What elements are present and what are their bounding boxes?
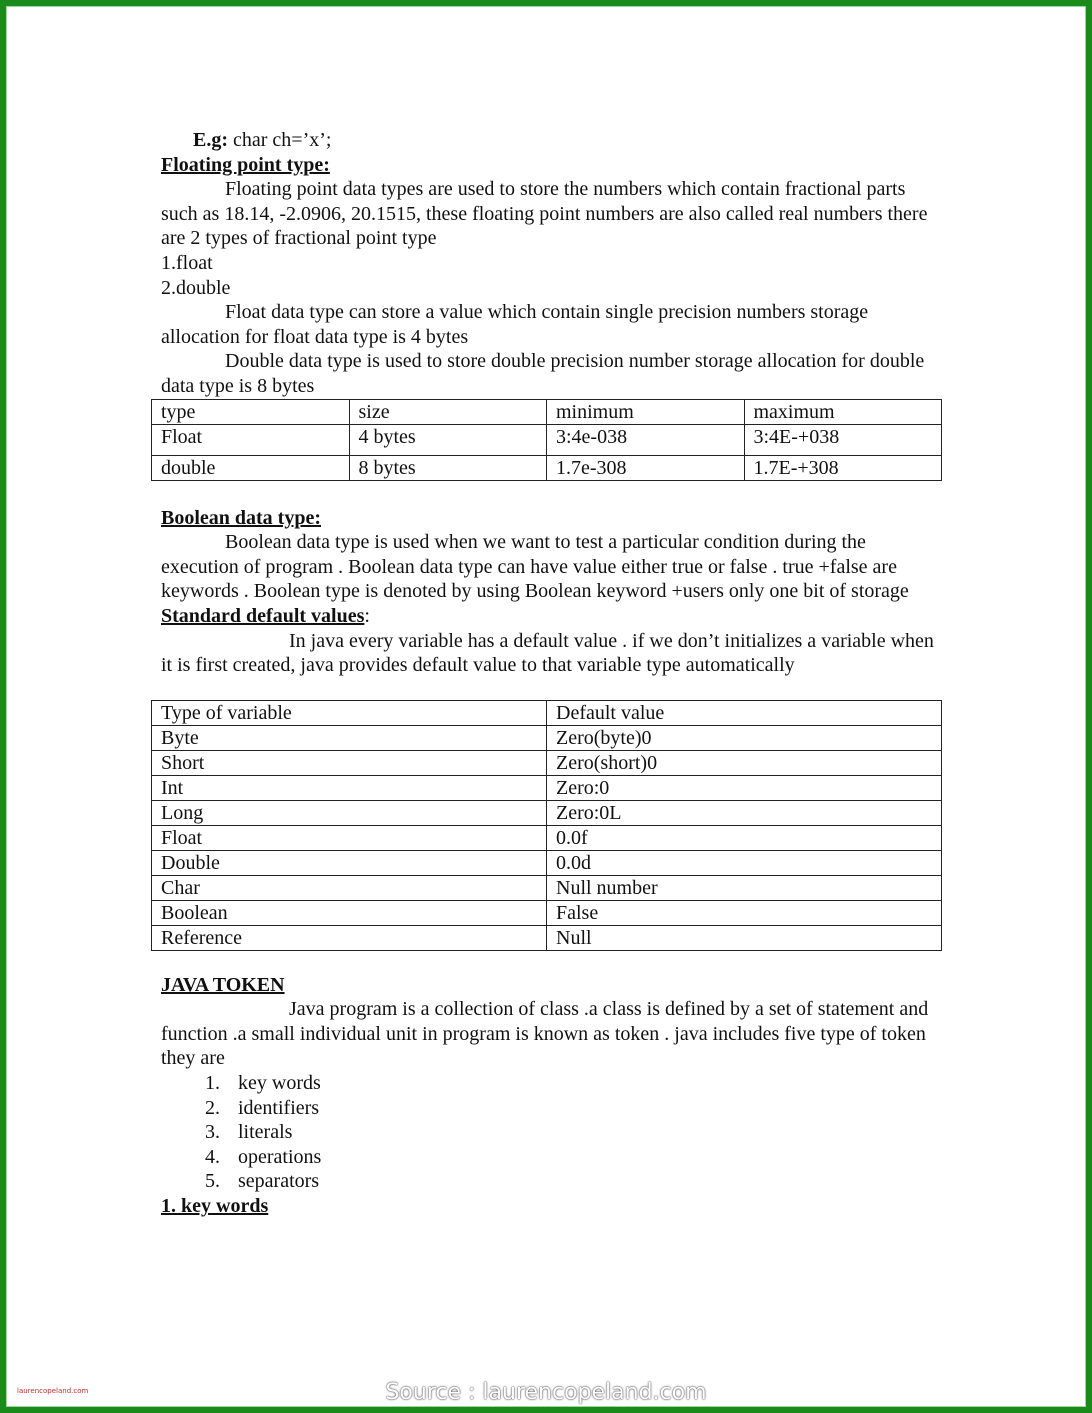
token-type-list <box>161 1071 941 1194</box>
variable-type-cell: Int <box>152 775 547 800</box>
boolean-heading: Boolean data type: <box>161 506 321 529</box>
boolean-description: Boolean data type is used when we want to test a particular condition during the execution of program . Boolean data type can have value either true or false . true +false are keywords . Boolean type is denoted by using Boolean keyword +users only one bit of storage <box>161 531 909 603</box>
variable-type-cell: Char <box>152 875 547 900</box>
floating-point-intro: Floating point data types are used to store the numbers which contain fractional parts such as 18.14, -2.0906, 20.1515, these floating point numbers are also called real numbers there are 2 types of fractional point type <box>161 178 928 250</box>
float-list-item: 1.float <box>161 251 213 274</box>
spacer <box>161 951 941 973</box>
size-table-cell: 3:4e-038 <box>547 424 745 455</box>
java-token-description: Java program is a collection of class .a class is defined by a set of statement and function .a small individual unit in program is known as token . java includes five type of token they are <box>161 998 929 1070</box>
variable-type-cell: Byte <box>152 725 547 750</box>
variable-type-cell: Boolean <box>152 900 547 925</box>
example-code: char ch=’x’; <box>228 129 332 151</box>
default-table-row <box>152 725 942 750</box>
size-table-header: minimum <box>547 399 745 424</box>
defaults-heading-line <box>161 604 941 629</box>
list-item: 1. key words <box>225 1071 941 1096</box>
list-item: 4. operations <box>225 1145 941 1170</box>
default-table-header: Type of variable <box>152 700 547 725</box>
list-item: 2. identifiers <box>225 1096 941 1121</box>
float-description: Float data type can store a value which contain single precision numbers storage allocation for float data type is 4 bytes <box>161 301 869 348</box>
default-value-cell: Zero(short)0 <box>547 750 942 775</box>
size-table-cell: 1.7E-+308 <box>744 455 942 480</box>
size-table-header: size <box>349 399 547 424</box>
default-value-cell: Null number <box>547 875 942 900</box>
defaults-heading-colon: : <box>364 604 370 627</box>
list-item: 3. literals <box>225 1120 941 1145</box>
example-line <box>193 128 941 153</box>
floating-point-heading: Floating point type: <box>161 153 330 176</box>
default-value-cell: Zero(byte)0 <box>547 725 942 750</box>
default-table-row <box>152 800 942 825</box>
size-table-cell: 3:4E-+038 <box>744 424 942 455</box>
size-table-cell: 8 bytes <box>349 455 547 480</box>
default-table-row <box>152 900 942 925</box>
size-table <box>151 399 942 481</box>
size-table-cell: 1.7e-308 <box>547 455 745 480</box>
size-table-cell: Float <box>152 424 350 455</box>
corner-watermark: laurencopeland.com <box>17 1387 89 1395</box>
variable-type-cell: Short <box>152 750 547 775</box>
size-table-cell: 4 bytes <box>349 424 547 455</box>
java-token-heading: JAVA TOKEN <box>161 973 285 996</box>
list-item: 5. separators <box>225 1169 941 1194</box>
size-table-row <box>152 455 942 480</box>
default-table-row <box>152 850 942 875</box>
variable-type-cell: Long <box>152 800 547 825</box>
size-table-row <box>152 424 942 455</box>
source-watermark: Source : laurencopeland.com <box>385 1380 707 1405</box>
size-table-header-row <box>152 399 942 424</box>
variable-type-cell: Double <box>152 850 547 875</box>
default-table-row <box>152 825 942 850</box>
default-table-row <box>152 750 942 775</box>
example-label: E.g: <box>193 129 228 151</box>
double-description: Double data type is used to store double precision number storage allocation for double data type is 8 bytes <box>161 350 925 397</box>
spacer <box>161 481 941 506</box>
size-table-cell: double <box>152 455 350 480</box>
default-value-cell: Zero:0 <box>547 775 942 800</box>
size-table-header: type <box>152 399 350 424</box>
default-value-cell: False <box>547 900 942 925</box>
default-table-header-row <box>152 700 942 725</box>
default-table-row <box>152 925 942 950</box>
default-values-table <box>151 700 942 951</box>
size-table-header: maximum <box>744 399 942 424</box>
default-value-cell: 0.0d <box>547 850 942 875</box>
variable-type-cell: Float <box>152 825 547 850</box>
double-list-item: 2.double <box>161 276 231 299</box>
document-body <box>161 128 941 1219</box>
default-value-cell: Null <box>547 925 942 950</box>
default-value-cell: 0.0f <box>547 825 942 850</box>
default-table-row <box>152 775 942 800</box>
defaults-heading: Standard default values <box>161 604 365 627</box>
default-table-header: Default value <box>547 700 942 725</box>
variable-type-cell: Reference <box>152 925 547 950</box>
key-words-heading: 1. key words <box>161 1195 269 1218</box>
defaults-description: In java every variable has a default value . if we don’t initializes a variable when it is first created, java provides default value to that variable type automatically <box>161 629 934 677</box>
spacer <box>161 678 941 700</box>
default-value-cell: Zero:0L <box>547 800 942 825</box>
default-table-row <box>152 875 942 900</box>
